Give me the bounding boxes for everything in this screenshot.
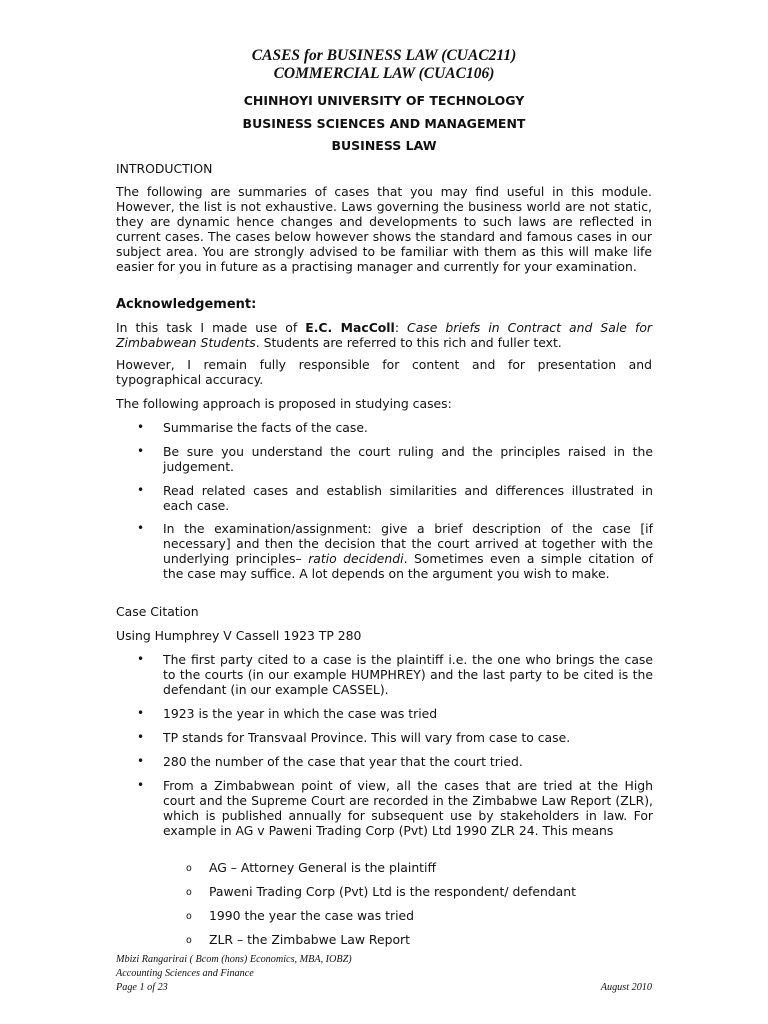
bullet-glyph: • [137, 483, 145, 497]
document-title-line2: COMMERCIAL LAW (CUAC106) [273, 65, 495, 82]
list-item: Be sure you understand the court ruling and the principles raised in the judgement. [163, 444, 653, 474]
list-item: 280 the number of the case that year that the court tried. [163, 754, 523, 769]
document-title-line1: CASES for BUSINESS LAW (CUAC211) [251, 47, 517, 64]
footer-department: Accounting Sciences and Finance [116, 968, 254, 979]
sub-list-item: AG – Attorney General is the plaintiff [209, 860, 437, 875]
sub-list-item: 1990 the year the case was tried [209, 908, 415, 923]
faculty-heading: BUSINESS SCIENCES AND MANAGEMENT [242, 116, 526, 131]
bullet-glyph: • [137, 521, 145, 535]
bullet-glyph: • [137, 778, 145, 792]
source-author: E.C. MacColl [305, 320, 395, 335]
introduction-heading: INTRODUCTION [116, 161, 213, 176]
case-citation-example: Using Humphrey V Cassell 1923 TP 280 [116, 628, 362, 643]
list-item: TP stands for Transvaal Province. This will vary from case to case. [163, 730, 571, 745]
acknowledgement-heading: Acknowledgement: [116, 297, 257, 312]
course-heading: BUSINESS LAW [331, 138, 437, 153]
acknowledgement-paragraph: In this task I made use of E.C. MacColl: Case briefs in Contract and Sale for Zimbabwean Students. Students are referred to this rich and fuller text. [116, 320, 653, 350]
sub-bullet-glyph: o [186, 935, 192, 946]
approach-intro: The following approach is proposed in studying cases: [116, 396, 452, 411]
bullet-glyph: • [137, 754, 145, 768]
bullet-glyph: • [137, 444, 145, 458]
bullet-glyph: • [137, 730, 145, 744]
sub-bullet-glyph: o [186, 911, 192, 922]
list-item: The first party cited to a case is the plaintiff i.e. the one who brings the case to the courts (in our example HUMPHREY) and the last party to be cited is the defendant (in our example CASSEL). [163, 652, 653, 697]
introduction-paragraph: The following are summaries of cases that you may find useful in this module. However, the list is not exhaustive. Laws governing the business world are not static, they are dynamic hence changes and developments to such laws are reflected in current cases. The cases below however shows the standard and famous cases in our subject area. You are strongly advised to be familiar with them as this will make life easier for you in future as a practising manager and currently for your examination. [116, 184, 652, 274]
footer-page-number: Page 1 of 23 [116, 982, 168, 993]
bullet-glyph: • [137, 652, 145, 666]
list-item: 1923 is the year in which the case was tried [163, 706, 438, 721]
footer-date: August 2010 [600, 982, 652, 993]
list-item: Summarise the facts of the case. [163, 420, 368, 435]
sub-list-item: Paweni Trading Corp (Pvt) Ltd is the respondent/ defendant [209, 884, 576, 899]
case-citation-heading: Case Citation [116, 604, 199, 619]
list-item: From a Zimbabwean point of view, all the cases that are tried at the High court and the Supreme Court are recorded in the Zimbabwe Law Report (ZLR), which is published annually for subsequent use by stakeholders in law. For example in AG v Paweni Trading Corp (Pvt) Ltd 1990 ZLR 24. This means [163, 778, 653, 838]
sub-list-item: ZLR – the Zimbabwe Law Report [209, 932, 411, 947]
source-title: Case briefs in Contract and Sale for Zimbabwean Students [116, 320, 653, 350]
sub-bullet-glyph: o [186, 863, 192, 874]
university-heading: CHINHOYI UNIVERSITY OF TECHNOLOGY [243, 93, 525, 108]
bullet-glyph: • [137, 420, 145, 434]
footer-author: Mbizi Rangarirai ( Bcom (hons) Economics, MBA, IOBZ) [116, 954, 352, 965]
responsibility-paragraph: However, I remain fully responsible for content and for presentation and typographical accuracy. [116, 357, 652, 387]
sub-bullet-glyph: o [186, 887, 192, 898]
list-item: In the examination/assignment: give a brief description of the case [if necessary] and then the decision that the court arrived at together with the underlying principles– ratio decidendi. Sometimes even a simple citation of the case may suffice. A lot depends on the argument you wish to make. [163, 521, 654, 581]
bullet-glyph: • [137, 706, 145, 720]
list-item: Read related cases and establish similarities and differences illustrated in each case. [163, 483, 653, 513]
